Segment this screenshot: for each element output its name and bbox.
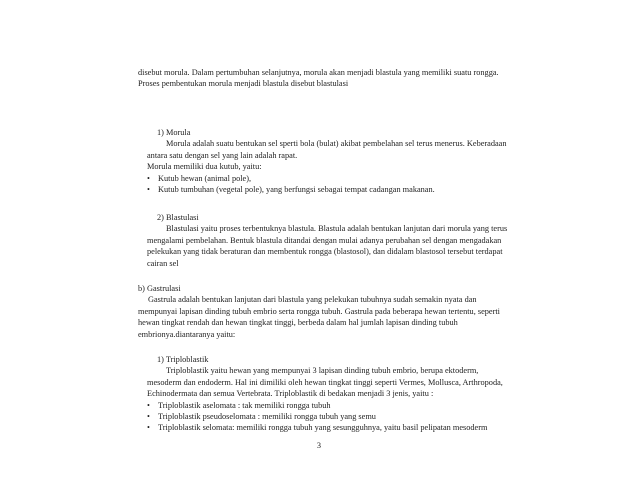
text-line: Morula memiliki dua kutub, yaitu: bbox=[147, 162, 262, 172]
text-line: cairan sel bbox=[147, 258, 179, 268]
blastula-section bbox=[147, 212, 587, 269]
list-item-text: Kutub hewan (animal pole), bbox=[158, 173, 252, 183]
list-item bbox=[147, 173, 587, 184]
text-line: Echinodermata dan semua Vertebrata. Triploblastik di bedakan menjadi 3 jenis, yaitu : bbox=[147, 389, 434, 399]
bullet-icon: • bbox=[147, 423, 150, 433]
list-item-text: Triploblastik selomata: memiliki rongga tubuh yang sesungguhnya, yaitu basil pelipatan mesoderm bbox=[158, 423, 488, 433]
triploblastik-section bbox=[147, 354, 587, 434]
list-item-text: Triploblastik pseudoselomata : memiliki rongga tubuh yang semu bbox=[158, 412, 376, 422]
list-item-text: Triploblastik aselomata : tak memiliki rongga tubuh bbox=[158, 400, 331, 410]
text-line: Proses pembentukan morula menjadi blastula disebut blastulasi bbox=[138, 79, 349, 89]
list-item bbox=[147, 400, 587, 411]
section-heading: 1) Morula bbox=[157, 128, 191, 137]
bullet-icon: • bbox=[147, 173, 150, 183]
text-line: Blastulasi yaitu proses terbentuknya blastula. Blastula adalah bentukan lanjutan dari morula yang terus bbox=[166, 224, 508, 234]
bullet-icon: • bbox=[147, 185, 150, 195]
section-heading: 2) Blastulasi bbox=[157, 213, 199, 222]
bullet-icon: • bbox=[147, 412, 150, 422]
text-line: Triploblastik yaitu hewan yang mempunyai 3 lapisan dinding tubuh embrio, berupa ektoderm, bbox=[166, 366, 479, 376]
list-item bbox=[147, 411, 587, 422]
text-line: antara satu dengan sel yang lain adalah rapat. bbox=[147, 150, 298, 160]
text-line: pelekukan yang tidak beraturan dan membentuk rongga (blastosol), dan didalam blastosol tersebut terdapat bbox=[147, 247, 503, 257]
page-number: 3 bbox=[316, 441, 322, 450]
text-line: Gastrula adalah bentukan lanjutan dari blastula yang pelekukan tubuhnya sudah semakin nyata dan bbox=[148, 295, 477, 305]
text-line: mengalami pembelahan. Bentuk blastula ditandai dengan mulai adanya perubahan sel dengan mengadakan bbox=[147, 235, 502, 245]
text-line: embrionya.diantaranya yaitu: bbox=[138, 329, 236, 339]
section-heading: 1) Triploblastik bbox=[157, 355, 209, 364]
text-line: Morula adalah suatu bentukan sel sperti bola (bulat) akibat pembelahan sel terus menerus. Keberadaan bbox=[166, 139, 507, 149]
list-item-text: Kutub tumbuhan (vegetal pole), yang berfungsi sebagai tempat cadangan makanan. bbox=[158, 185, 435, 195]
text-line: disebut morula. Dalam pertumbuhan selanjutnya, morula akan menjadi blastula yang memiliki suatu rongga. bbox=[138, 68, 499, 77]
text-line: mesoderm dan endoderm. Hal ini dimiliki oleh hewan tingkat tinggi seperti Vermes, Mollusca, Arthropoda, bbox=[147, 377, 503, 387]
gastrulasi-section bbox=[138, 283, 578, 340]
section-heading: b) Gastrulasi bbox=[138, 284, 181, 293]
text-line: hewan tingkat rendah dan hewan tingkat tinggi, berbeda dalam hal jumlah lapisan dinding tubuh bbox=[138, 318, 458, 328]
intro-paragraph bbox=[138, 67, 578, 90]
list-item bbox=[147, 184, 587, 195]
text-line: mempunyai lapisan dinding tubuh embrio serta rongga tubuh. Gastrula pada beberapa hewan tertentu, seperti bbox=[138, 306, 500, 316]
list-item bbox=[147, 422, 587, 433]
bullet-icon: • bbox=[147, 400, 150, 410]
morula-section bbox=[147, 127, 587, 195]
